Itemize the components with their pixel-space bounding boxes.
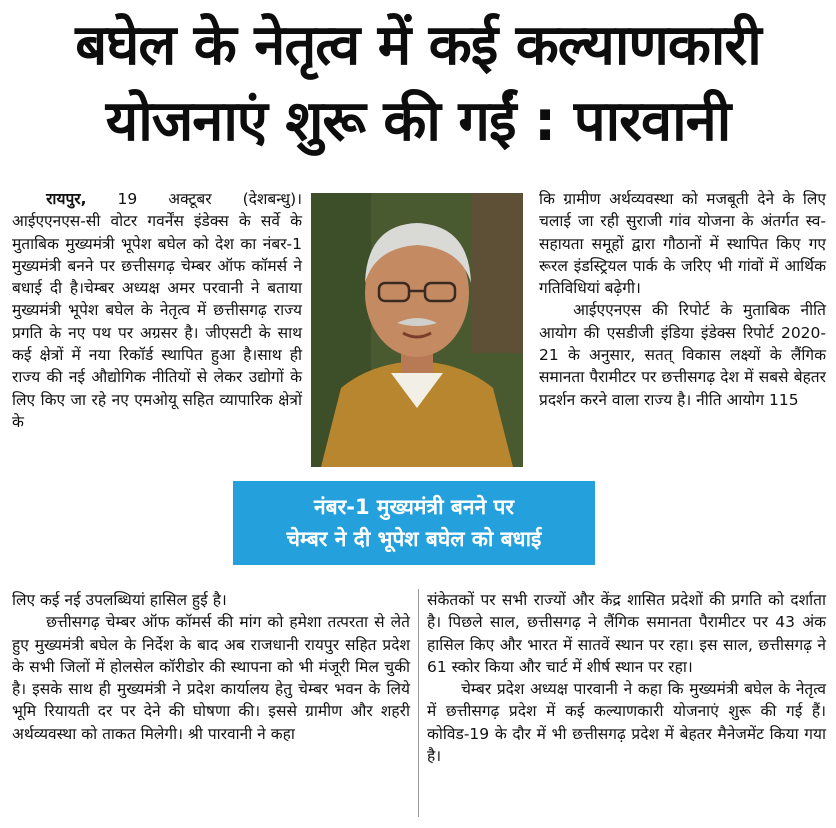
article-left-column [12, 188, 302, 433]
callout-line-1: नंबर-1 मुख्यमंत्री बनने पर [314, 495, 514, 519]
right-wide-text: संकेतकों पर सभी राज्यों और केंद्र शासित प्रदेशों की प्रगति को दर्शाता है। पिछले साल, छत्तीसगढ़ ने लैंगिक समानता पैरामीटर पर 43 अंक हासिल किए और भारत में सातवें स्थान पर रहा। इस साल, छत्तीसगढ़ ने 61 स्कोर किया और चार्ट में शीर्ष स्थान पर रहा। [427, 591, 826, 676]
left-column-text: आईएएनएस-सी वोटर गवर्नेंस इंडेक्स के सर्वे के मुताबिक मुख्यमंत्री भूपेश बघेल को देश का नंबर-1 मुख्यमंत्री बनने पर छत्तीसगढ़ चेम्बर ऑफ कॉमर्स ने बधाई दी है।चेम्बर अध्यक्ष अमर परवानी ने बताया मुख्यमंत्री भूपेश बघेल के नेतृत्व में छत्तीसगढ़ राज्य प्रगति के नए पथ पर अग्रसर है। जीएसटी के साथ कई क्षेत्रों में नया रिकॉर्ड स्थापित हुआ है।साथ ही राज्य की नई औद्योगिक नीतियों से लेकर उद्योगों के लिए किए जा रहे नए एमओयू सहित व्यापारिक क्षेत्रों के [12, 212, 302, 431]
portrait-image [311, 193, 523, 467]
date-text: 19 अक्टूबर (देशबन्धु)। [86, 190, 302, 208]
headline [0, 8, 836, 160]
article-right-column [539, 188, 826, 411]
article-left-lower [12, 481, 226, 503]
headline-line-2: योजनाएं शुरू की गईं : पारवानी [105, 89, 731, 154]
column-divider [418, 589, 419, 817]
article-right-wide [427, 589, 826, 767]
highlight-callout [233, 481, 595, 565]
right-paragraph-3: चेम्बर प्रदेश अध्यक्ष पारवानी ने कहा कि मुख्यमंत्री बघेल के नेतृत्व में छत्तीसगढ़ प्रदेश में कई कल्याणकारी योजनाएं शुरू की गई हैं। कोविड-19 के दौर में भी छत्तीसगढ़ प्रदेश में बेहतर मैनेजमेंट किया गया है। [427, 680, 826, 766]
headline-line-1: बघेल के नेतृत्व में कई कल्याणकारी [75, 13, 761, 78]
right-paragraph-1: कि ग्रामीण अर्थव्यवस्था को मजबूती देने के लिए चलाई जा रही सुराजी गांव योजना के अंतर्गत स्व-सहायता समूहों द्वारा गौठानों में स्थापित किए गए रूरल इंडस्ट्रियल पार्क के जरिए भी गांवों में आर्थिक गतिविधियां बढ़ेगी। [539, 190, 826, 298]
portrait-photo [311, 193, 523, 467]
left-wide-line: लिए कई नई उपलब्धियां हासिल हुई है। [12, 591, 227, 609]
left-paragraph-2: छत्तीसगढ़ चेम्बर ऑफ कॉमर्स की मांग को हमेशा तत्परता से लेते हुए मुख्यमंत्री बघेल के निर्देश के बाद अब राजधानी रायपुर सहित प्रदेश के सभी जिलों में होलसेल कॉरीडोर की स्थापना को भी मंजूरी मिल चुकी है। इसके साथ ही मुख्यमंत्री ने प्रदेश कार्यालय हेतु चेम्बर भवन के लिये भूमि रियायती दर पर देने की घोषणा की। इससे ग्रामीण और शहरी अर्थव्यवस्था को ताकत मिलेगी। श्री पारवानी ने कहा [12, 613, 410, 743]
right-paragraph-2: आईएएनएस की रिपोर्ट के मुताबिक नीति आयोग की एसडीजी इंडिया इंडेक्स रिपोर्ट 2020-21 के अनुसार, सतत् विकास लक्ष्यों के लैंगिक समानता पैरामीटर पर छत्तीसगढ़ देश में सबसे बेहतर प्रदर्शन करने वाला राज्य है। नीति आयोग 115 [539, 301, 826, 409]
article-left-wide [12, 589, 410, 745]
callout-line-2: चेम्बर ने दी भूपेश बघेल को बधाई [286, 527, 542, 551]
dateline: रायपुर, [46, 190, 87, 208]
